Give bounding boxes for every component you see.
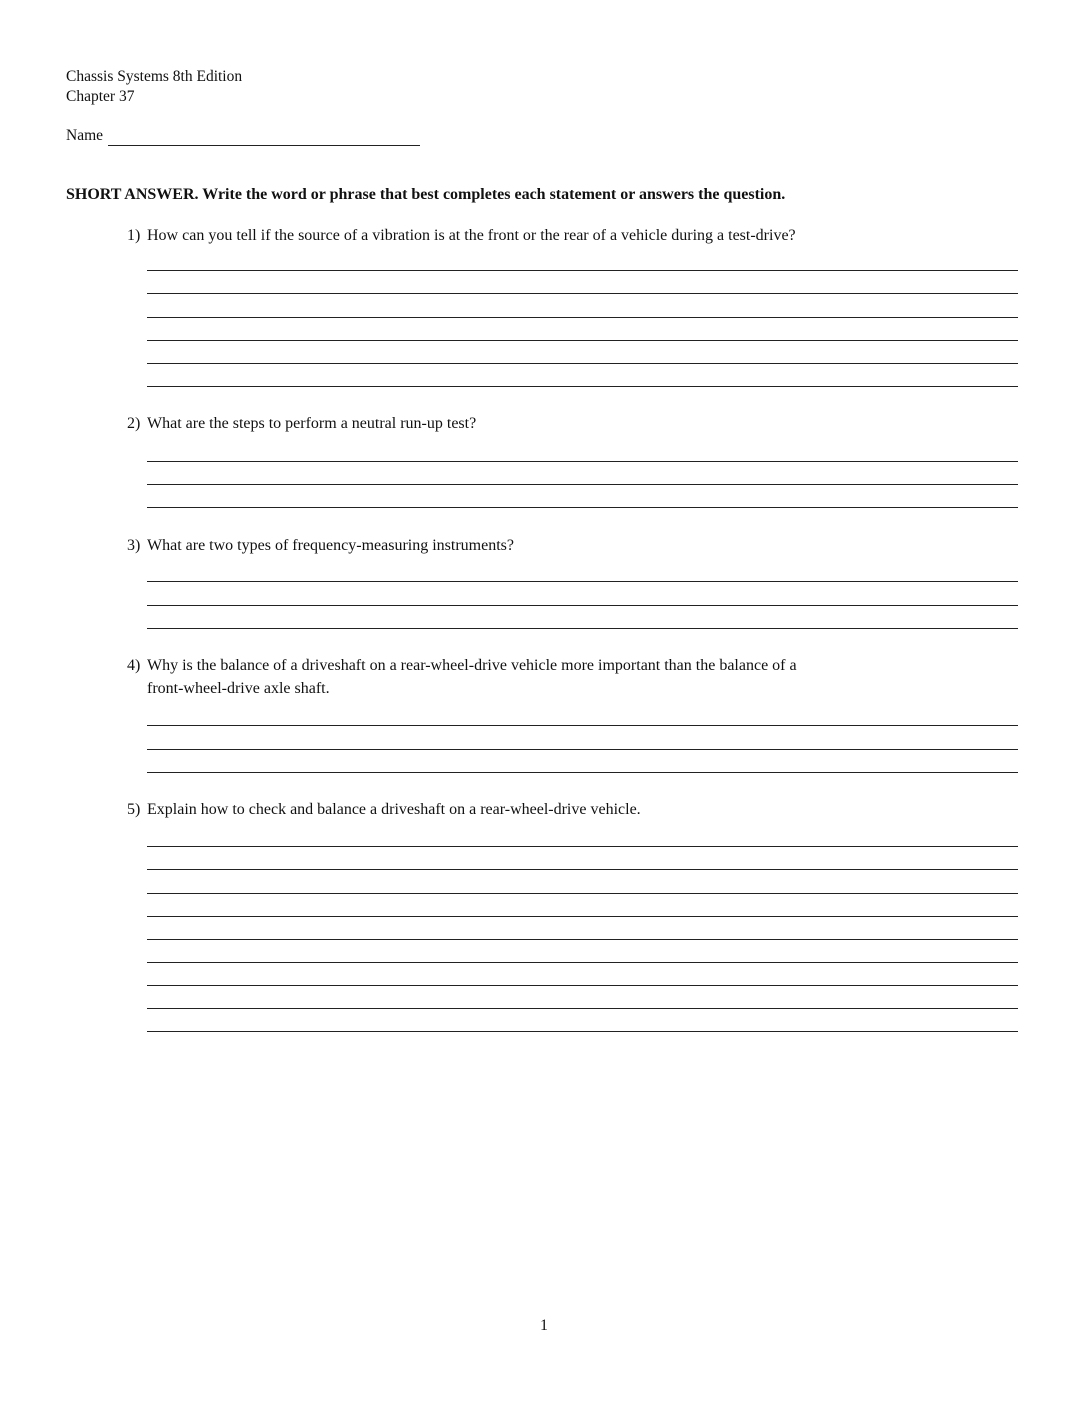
question-number: 1) (127, 227, 141, 244)
answer-line[interactable] (147, 772, 1018, 773)
question-text: Why is the balance of a driveshaft on a rear-wheel-drive vehicle more important than the balance of a (147, 657, 797, 674)
answer-line[interactable] (147, 363, 1018, 364)
answer-line[interactable] (147, 1031, 1018, 1032)
answer-line[interactable] (147, 293, 1018, 294)
question-text: What are the steps to perform a neutral run-up test? (147, 415, 477, 432)
chapter-title: Chapter 37 (66, 88, 135, 105)
answer-line[interactable] (147, 939, 1018, 940)
name-field-line[interactable] (108, 145, 420, 146)
question-number: 3) (127, 537, 141, 554)
answer-line[interactable] (147, 386, 1018, 387)
page-number: 1 (540, 1317, 548, 1334)
question-number: 2) (127, 415, 141, 432)
name-label: Name (66, 127, 104, 144)
answer-line[interactable] (147, 893, 1018, 894)
book-title: Chassis Systems 8th Edition (66, 68, 243, 85)
instructions: SHORT ANSWER. Write the word or phrase that best completes each statement or answers the question. (66, 186, 786, 203)
answer-line[interactable] (147, 725, 1018, 726)
answer-line[interactable] (147, 916, 1018, 917)
question-text: Explain how to check and balance a driveshaft on a rear-wheel-drive vehicle. (147, 801, 641, 818)
answer-line[interactable] (147, 846, 1018, 847)
answer-line[interactable] (147, 1008, 1018, 1009)
answer-line[interactable] (147, 749, 1018, 750)
answer-line[interactable] (147, 628, 1018, 629)
answer-line[interactable] (147, 270, 1018, 271)
answer-line[interactable] (147, 869, 1018, 870)
answer-line[interactable] (147, 962, 1018, 963)
answer-line[interactable] (147, 507, 1018, 508)
answer-line[interactable] (147, 581, 1018, 582)
answer-line[interactable] (147, 317, 1018, 318)
answer-line[interactable] (147, 461, 1018, 462)
answer-line[interactable] (147, 985, 1018, 986)
question-number: 5) (127, 801, 141, 818)
answer-line[interactable] (147, 340, 1018, 341)
question-text: front-wheel-drive axle shaft. (147, 680, 330, 697)
answer-line[interactable] (147, 605, 1018, 606)
answer-line[interactable] (147, 484, 1018, 485)
question-text: How can you tell if the source of a vibration is at the front or the rear of a vehicle during a test-drive? (147, 227, 796, 244)
question-text: What are two types of frequency-measuring instruments? (147, 537, 514, 554)
question-number: 4) (127, 657, 141, 674)
